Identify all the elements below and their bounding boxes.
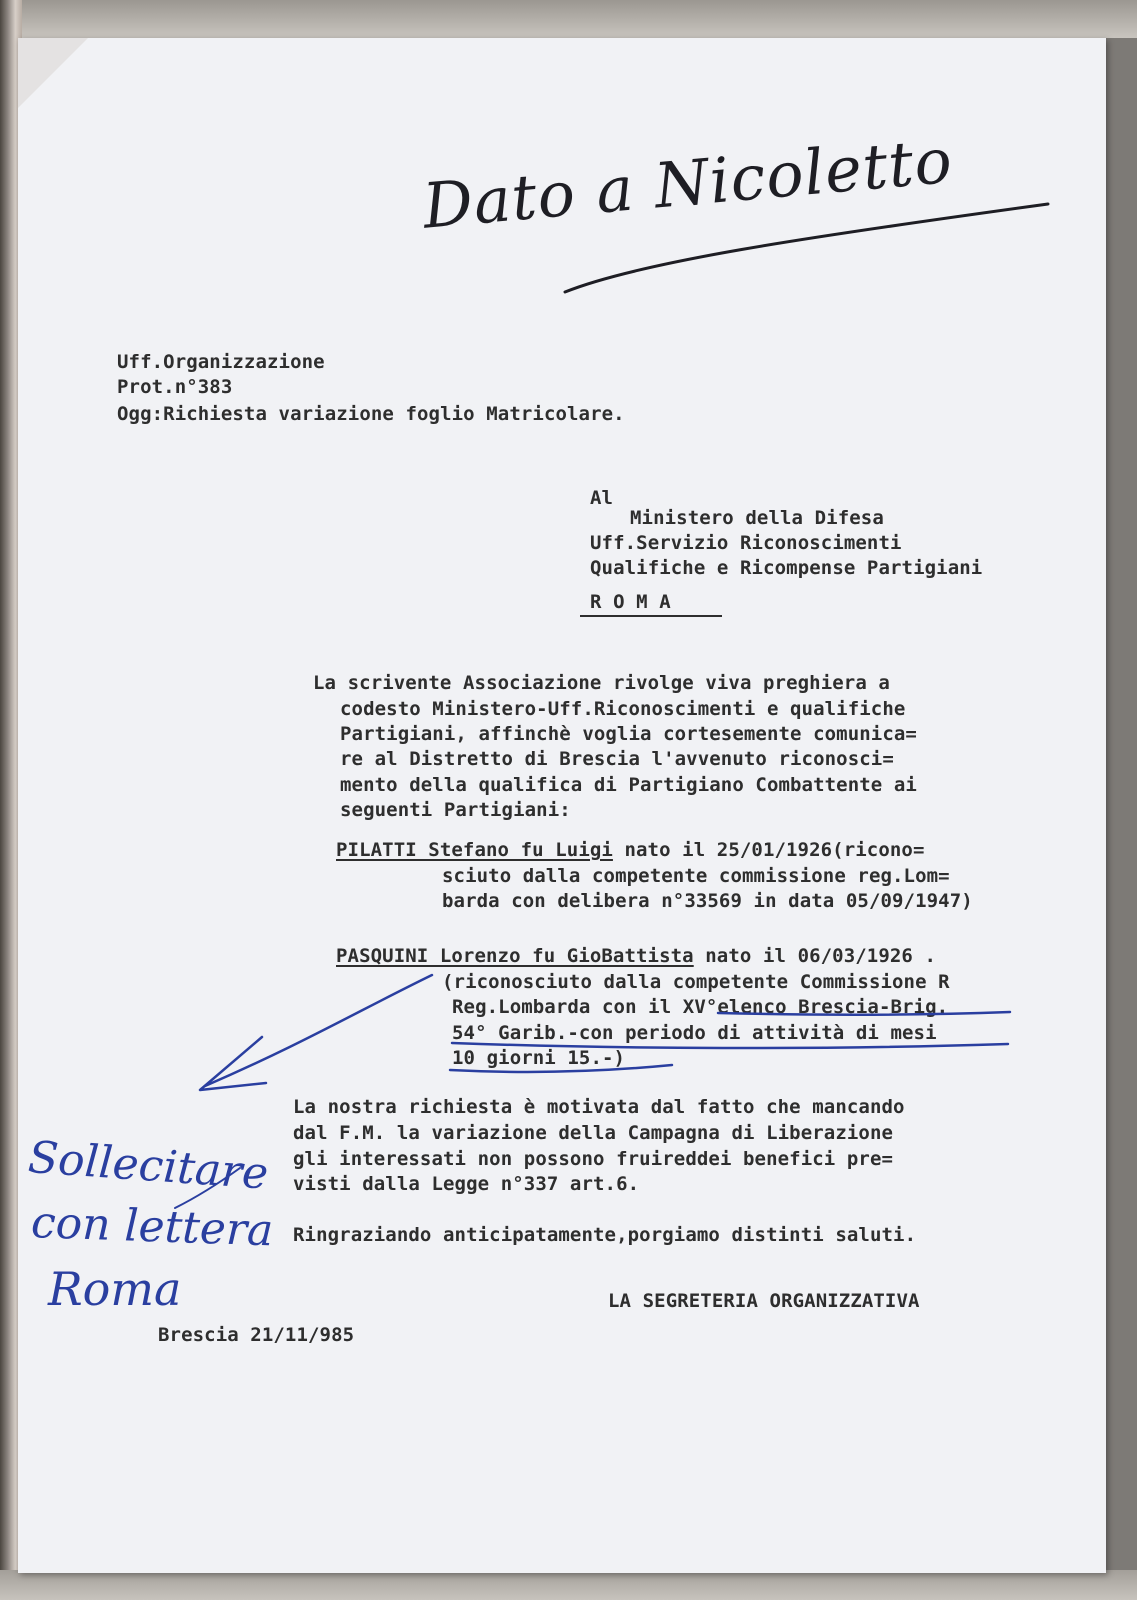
closing-greeting: Ringraziando anticipatamente,porgiamo distinti saluti. — [293, 1224, 917, 1246]
intro-line-3: Partigiani, affinchè voglia cortesemente comunica= — [340, 723, 917, 745]
partisan2-name: PASQUINI Lorenzo fu GioBattista — [336, 945, 694, 967]
header-protocol: Prot.n°383 — [117, 376, 233, 398]
signature: LA SEGRETERIA ORGANIZZATIVA — [608, 1290, 920, 1312]
intro-line-4: re al Distretto di Brescia l'avvenuto riconosci= — [340, 748, 894, 770]
intro-line-2: codesto Ministero-Uff.Riconoscimenti e qualifiche — [340, 698, 906, 720]
motivation-line-3: gli interessati non possono fruireddei benefici pre= — [293, 1148, 894, 1170]
recipient-city-underline — [580, 615, 722, 617]
header-subject: Ogg:Richiesta variazione foglio Matricolare. — [117, 403, 625, 425]
header-office: Uff.Organizzazione — [117, 351, 325, 373]
partisan2-line2: (riconosciuto dalla competente Commissione R — [442, 971, 950, 993]
place-date: Brescia 21/11/985 — [158, 1324, 355, 1346]
handwritten-margin-line3: Roma — [48, 1262, 182, 1316]
handwritten-margin-line2: con lettera — [30, 1197, 275, 1257]
recipient-city: R O M A — [590, 591, 671, 613]
partisan2-line5: 10 giorni 15.-) — [452, 1047, 626, 1069]
binder-top-edge — [0, 0, 1137, 38]
recipient-line2: Uff.Servizio Riconoscimenti — [590, 532, 902, 554]
partisan2-line1 — [336, 944, 936, 969]
handwritten-margin-line1: Sollecitare — [26, 1132, 270, 1200]
intro-line-5: mento della qualifica di Partigiano Combattente ai — [340, 774, 917, 796]
intro-line-6: seguenti Partigiani: — [340, 799, 571, 821]
torn-corner — [18, 38, 88, 108]
motivation-line-4: visti dalla Legge n°337 art.6. — [293, 1173, 640, 1195]
partisan2-line3: Reg.Lombarda con il XV°elenco Brescia-Brig. — [452, 996, 949, 1018]
partisan2-birth: nato il 06/03/1926 . — [693, 945, 937, 967]
partisan2-line4: 54° Garib.-con periodo di attività di mesi — [452, 1022, 937, 1044]
partisan1-line3: barda con delibera n°33569 in data 05/09/1947) — [442, 890, 973, 912]
partisan1-name: PILATTI Stefano fu Luigi — [336, 839, 613, 861]
motivation-line-2: dal F.M. la variazione della Campagna di Liberazione — [293, 1122, 894, 1144]
partisan1-line1 — [336, 838, 925, 863]
recipient-line3: Qualifiche e Ricompense Partigiani — [590, 557, 983, 579]
partisan1-line2: sciuto dalla competente commissione reg.Lom= — [442, 865, 950, 887]
partisan1-birth: nato il 25/01/1926(ricono= — [612, 839, 925, 861]
recipient-line1: Ministero della Difesa — [630, 507, 884, 529]
intro-line-1: La scrivente Associazione rivolge viva preghiera a — [313, 672, 890, 694]
recipient-prefix: Al — [590, 487, 614, 509]
motivation-line-1: La nostra richiesta è motivata dal fatto che mancando — [293, 1096, 905, 1118]
binder-bottom-edge — [0, 1570, 1137, 1600]
handwritten-top-note: Dato a Nicoletto — [420, 123, 956, 243]
